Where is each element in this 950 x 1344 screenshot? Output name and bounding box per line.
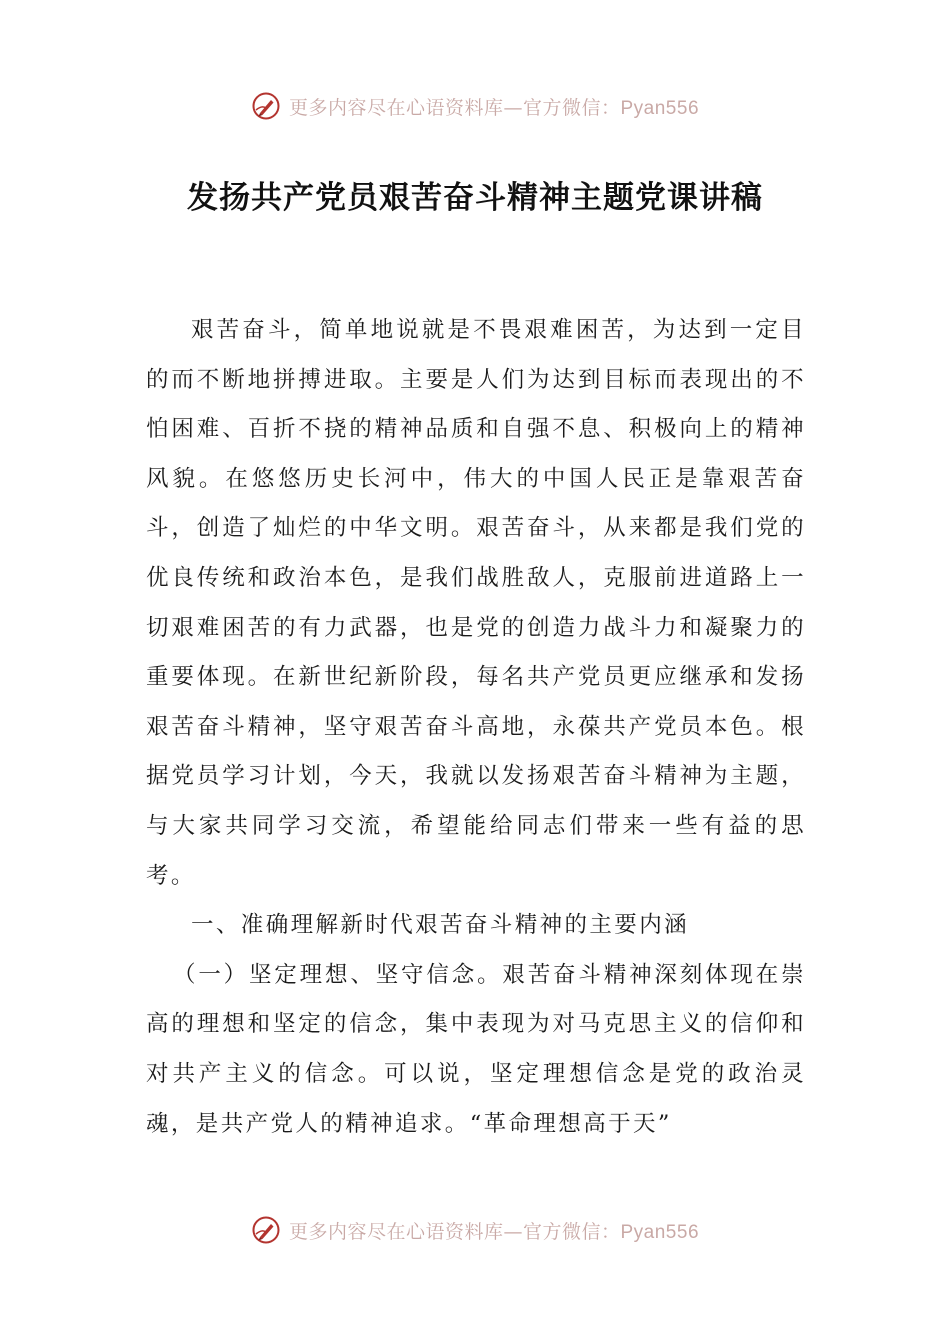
watermark-footer [0, 1210, 950, 1250]
intro-paragraph: 艰苦奋斗，简单地说就是不畏艰难困苦，为达到一定目的而不断地拼搏进取。主要是人们为达到目标而表现出的不怕困难、百折不挠的精神品质和自强不息、积极向上的精神风貌。在悠悠历史长河中，伟大的中国人民正是靠艰苦奋斗，创造了灿烂的中华文明。艰苦奋斗，从来都是我们党的优良传统和政治本色，是我们战胜敌人，克服前进道路上一切艰难困苦的有力武器，也是党的创造力战斗力和凝聚力的重要体现。在新世纪新阶段，每名共产党员更应继承和发扬艰苦奋斗精神，坚守艰苦奋斗高地，永葆共产党员本色。根据党员学习计划，今天，我就以发扬艰苦奋斗精神为主题，与大家共同学习交流，希望能给同志们带来一些有益的思考。 [146, 317, 806, 889]
watermark-wechat-id: Pyan556 [620, 97, 700, 119]
page-title: 发扬共产党员艰苦奋斗精神主题党课讲稿 [187, 180, 763, 216]
pen-logo-icon [251, 91, 281, 121]
watermark-wechat-id: Pyan556 [620, 1221, 700, 1243]
subsection-paragraph: （一）坚定理想、坚守信念。艰苦奋斗精神深刻体现在崇高的理想和坚定的信念，集中表现为对马克思主义的信仰和对共产主义的信念。可以说，坚定理想信念是党的政治灵魂，是共产党人的精神追求。“革命理想高于天” [146, 961, 806, 1137]
watermark-text: 更多内容尽在心语资料库—官方微信：Pyan556 [288, 1220, 700, 1243]
watermark-text: 更多内容尽在心语资料库—官方微信：Pyan556 [288, 96, 700, 119]
watermark-header [0, 86, 950, 126]
pen-logo-icon [251, 1215, 281, 1245]
section-heading: 一、准确理解新时代艰苦奋斗精神的主要内涵 [191, 912, 690, 939]
document-body [146, 306, 806, 1149]
